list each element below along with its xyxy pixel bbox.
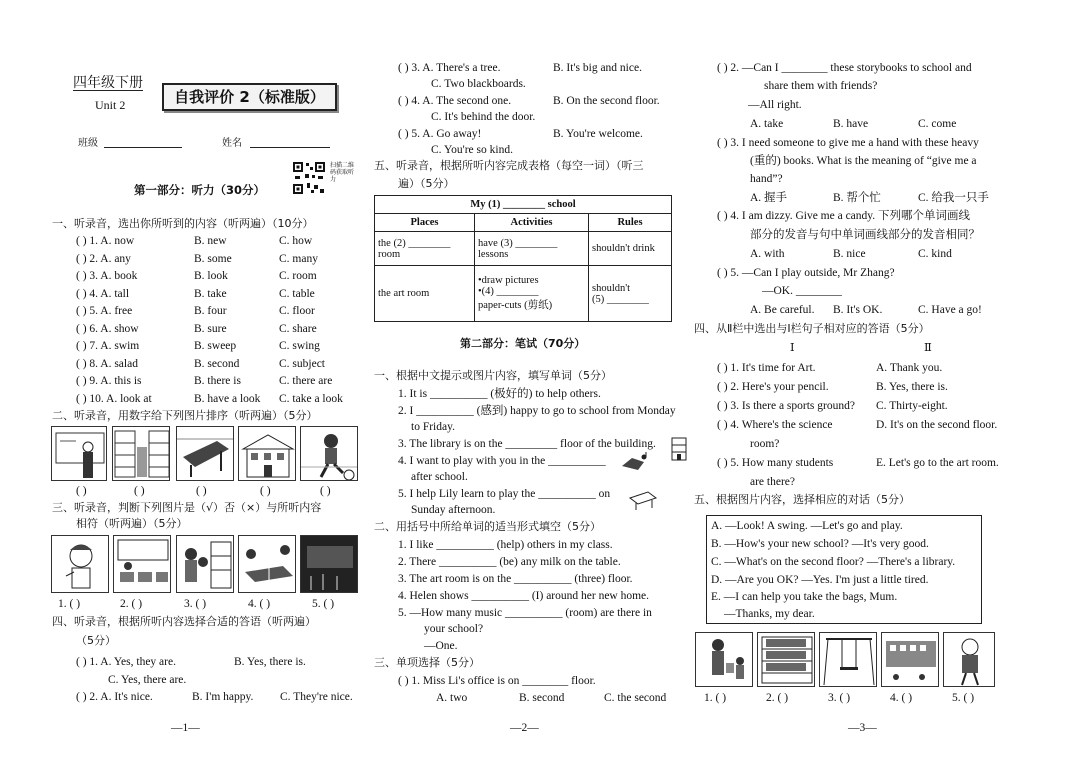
table-cell[interactable]: have (3) ________ lessons bbox=[475, 232, 589, 266]
match-row-1-a: A. Thank you. bbox=[876, 362, 943, 374]
listen-choice-7-a[interactable]: ( ) 7. A. swim bbox=[76, 340, 140, 352]
match-row-3-q: ( ) 3. Is there a sports ground? bbox=[717, 400, 855, 412]
table-header-activities: Activities bbox=[475, 214, 589, 232]
p2-s3-q3-cont: (重的) books. What is the meaning of “give me a bbox=[750, 155, 977, 167]
p1-s4-q4-b: B. On the second floor. bbox=[553, 95, 660, 107]
picture-swing bbox=[819, 632, 877, 687]
p2-s3-q3: ( ) 3. I need someone to give me a hand with these heavy bbox=[717, 137, 979, 149]
listen-choice-6-c: C. share bbox=[279, 322, 317, 335]
dialog-a: A. —Look! A swing. —Let's go and play. bbox=[711, 520, 903, 532]
listen-choice-10-a[interactable]: ( ) 10. A. look at bbox=[76, 392, 152, 405]
p1-s4-q1-c: C. Yes, there are. bbox=[108, 674, 187, 686]
listen-choice-7-c: C. swing bbox=[279, 340, 320, 352]
p2-s3-q5-c: C. Have a go! bbox=[918, 304, 982, 316]
picture-piano-room bbox=[176, 426, 234, 481]
picture-children-bookshelf bbox=[176, 535, 234, 593]
part2-title: 第二部分：笔试（70分） bbox=[460, 337, 586, 350]
page-number-1: —1— bbox=[171, 722, 200, 734]
p1-s4-q1: ( ) 1. A. Yes, they are. bbox=[76, 656, 176, 668]
match-row-5-q: room? bbox=[750, 438, 780, 450]
dialog-d: D. —Are you OK? —Yes. I'm just a little tired. bbox=[711, 574, 929, 586]
p1-s2-title: 二、听录音，用数字给下列图片排序（听两遍）（5分） bbox=[52, 409, 318, 422]
p2-s2-q4: 4. Helen shows __________ (I) around her new home. bbox=[398, 590, 650, 602]
p1-s4-q5-b: B. You're welcome. bbox=[553, 128, 643, 140]
listen-choice-3-a[interactable]: ( ) 3. A. book bbox=[76, 270, 138, 282]
activity-line: paper-cuts (剪纸) bbox=[478, 300, 553, 311]
p2-s1-q2: 2. I __________ (感到) happy to go to school from Monday bbox=[398, 405, 676, 417]
listen-choice-9-a[interactable]: ( ) 9. A. this is bbox=[76, 375, 142, 387]
dialog-blank-4[interactable]: 4. ( ) bbox=[890, 692, 913, 704]
dialog-blank-5[interactable]: 5. ( ) bbox=[952, 692, 975, 704]
p1-s1-title: 一、听录音，选出你所听到的内容（听两遍）（10分） bbox=[52, 217, 314, 230]
order-blank-4[interactable]: ( ) bbox=[260, 485, 271, 497]
listen-choice-1-a[interactable]: ( ) 1. A. now bbox=[76, 235, 135, 247]
listen-choice-7-b: B. sweep bbox=[194, 340, 237, 352]
part1-title: 第一部分：听力（30分） bbox=[134, 183, 266, 197]
p2-s1-q5: 5. I help Lily learn to play the __________ on bbox=[398, 488, 611, 500]
p2-s3-q4-a: A. with bbox=[750, 248, 785, 260]
p2-s3-q4: ( ) 4. I am dizzy. Give me a candy. 下列哪个单词画线 bbox=[717, 210, 971, 222]
rule-line: shouldn't bbox=[592, 282, 631, 294]
match-row-2-a: B. Yes, there is. bbox=[876, 381, 948, 393]
picture-library bbox=[112, 426, 170, 481]
listen-choice-9-c: C. there are bbox=[279, 375, 333, 387]
p2-s2-q3: 3. The art room is on the __________ (three) floor. bbox=[398, 573, 633, 585]
p2-s3-q5-a: A. Be careful. bbox=[750, 304, 815, 316]
p1-s3-title: 三、听录音，判断下列图片是（√）否（×）与所听内容 bbox=[52, 501, 322, 514]
p2-s1-q4: 4. I want to play with you in the __________ bbox=[398, 455, 606, 467]
match-row-1-q: ( ) 1. It's time for Art. bbox=[717, 362, 816, 374]
p1-s4-q2-c: C. They're nice. bbox=[280, 691, 353, 703]
picture-ping-pong bbox=[238, 535, 296, 593]
order-blank-5[interactable]: ( ) bbox=[320, 485, 331, 497]
p2-s3-q2-reply: —All right. bbox=[748, 99, 802, 111]
activity-line: •draw pictures bbox=[478, 275, 539, 286]
page-number-3: —3— bbox=[848, 722, 877, 734]
match-row-4-a: D. It's on the second floor. bbox=[876, 419, 998, 431]
p2-s3-q2-c: C. come bbox=[918, 118, 957, 130]
class-blank[interactable] bbox=[104, 147, 182, 148]
match-row-6-a: E. Let's go to the art room. bbox=[876, 457, 999, 469]
picture-teacher bbox=[51, 426, 107, 481]
p2-s2-q5-ans: —One. bbox=[424, 640, 458, 652]
dialog-box bbox=[706, 515, 982, 624]
dialog-blank-2[interactable]: 2. ( ) bbox=[766, 692, 789, 704]
dialog-c: C. —What's on the second floor? —There's a library. bbox=[711, 556, 956, 568]
p1-s4-title: 四、听录音，根据所听内容选择合适的答语（听两遍） bbox=[52, 615, 316, 628]
p2-s3-q5-cont: —OK. ________ bbox=[762, 285, 842, 297]
name-blank[interactable] bbox=[250, 147, 330, 148]
rule-line: (5) ________ bbox=[592, 293, 649, 305]
listen-choice-8-a[interactable]: ( ) 8. A. salad bbox=[76, 357, 138, 370]
p1-s4-q2: ( ) 2. A. It's nice. bbox=[76, 691, 153, 703]
order-blank-3[interactable]: ( ) bbox=[196, 485, 207, 497]
dialog-blank-1[interactable]: 1. ( ) bbox=[704, 692, 727, 704]
p1-s4-q3-c: C. Two blackboards. bbox=[431, 78, 526, 90]
judge-blank-4[interactable]: 4. ( ) bbox=[248, 598, 271, 610]
table-caption: My (1) ________ school bbox=[375, 196, 672, 214]
p2-s3-q1-a: A. two bbox=[436, 692, 468, 704]
picture-school-campus bbox=[881, 632, 939, 687]
dialog-blank-3[interactable]: 3. ( ) bbox=[828, 692, 851, 704]
p1-s5-title: 五、听录音，根据所听内容完成表格（每空一词）（听三 bbox=[374, 159, 644, 172]
listen-choice-1-b: B. new bbox=[194, 235, 227, 247]
picture-sick-girl bbox=[51, 535, 109, 593]
listen-choice-4-c: C. table bbox=[279, 287, 315, 300]
match-row-7-q: are there? bbox=[750, 476, 796, 488]
p2-s3-q4-c: C. kind bbox=[918, 248, 952, 260]
p1-s4-q5: ( ) 5. A. Go away! bbox=[398, 128, 482, 140]
qr-code-icon bbox=[292, 161, 326, 195]
activity-line: •(4) ________ bbox=[478, 286, 539, 297]
p2-s2-q5-cont: your school? bbox=[424, 623, 484, 635]
p2-s2-title: 二、用括号中所给单词的适当形式填空（5分） bbox=[374, 520, 601, 533]
p2-s3-q5-b: B. It's OK. bbox=[833, 304, 883, 316]
p2-s3-q1: ( ) 1. Miss Li's office is on ________ floor. bbox=[398, 675, 596, 687]
p2-s2-q2: 2. There __________ (be) any milk on the table. bbox=[398, 556, 621, 568]
class-label: 班级 bbox=[78, 138, 98, 149]
p1-s3-title-2: 相符（听两遍）（5分） bbox=[76, 517, 188, 530]
judge-blank-5[interactable]: 5. ( ) bbox=[312, 598, 335, 610]
table-cell[interactable]: the (2) ________ room bbox=[375, 232, 475, 266]
p2-s3-q2-a: A. take bbox=[750, 118, 784, 130]
table-header-rules: Rules bbox=[589, 214, 672, 232]
listen-choice-3-c: C. room bbox=[279, 270, 317, 282]
p2-s1-q1: 1. It is __________ (极好的) to help others. bbox=[398, 388, 601, 400]
judge-blank-1[interactable]: 1. ( ) bbox=[58, 598, 81, 610]
picture-boy-soccer bbox=[300, 426, 358, 481]
listen-choice-2-b: B. some bbox=[194, 252, 232, 265]
name-label: 姓名 bbox=[222, 138, 242, 149]
listen-choice-9-b: B. there is bbox=[194, 375, 241, 387]
page-number-2: —2— bbox=[510, 722, 539, 734]
p2-s1-q3: 3. The library is on the _________ floor of the building. bbox=[398, 438, 656, 450]
dialog-b: B. —How's your new school? —It's very good. bbox=[711, 538, 929, 550]
p2-s3-q1-b: B. second bbox=[519, 692, 565, 704]
p2-s3-title: 三、单项选择（5分） bbox=[374, 656, 480, 669]
match-row-2-q: ( ) 2. Here's your pencil. bbox=[717, 381, 829, 393]
table-cell: the art room bbox=[375, 266, 475, 322]
listen-choice-6-a[interactable]: ( ) 6. A. show bbox=[76, 322, 139, 335]
match-row-3-a: C. Thirty-eight. bbox=[876, 400, 948, 412]
listen-choice-4-b: B. take bbox=[194, 287, 227, 300]
judge-blank-2[interactable]: 2. ( ) bbox=[120, 598, 143, 610]
p2-s1-q4-cont: after school. bbox=[411, 471, 468, 483]
table-cell: shouldn't drink bbox=[589, 232, 672, 266]
p1-s4-q5-c: C. You're so kind. bbox=[431, 144, 513, 156]
listen-choice-2-a[interactable]: ( ) 2. A. any bbox=[76, 252, 131, 265]
dialog-e-reply: —Thanks, my dear. bbox=[724, 608, 815, 620]
p1-s4-q3: ( ) 3. A. There's a tree. bbox=[398, 62, 501, 74]
p2-s3-q5: ( ) 5. —Can I play outside, Mr Zhang? bbox=[717, 267, 895, 279]
listen-choice-10-c: C. take a look bbox=[279, 392, 343, 405]
dialog-e: E. —I can help you take the bags, Mum. bbox=[711, 591, 898, 603]
p2-s3-q2-b: B. have bbox=[833, 118, 869, 130]
grade-label: 四年级下册 bbox=[73, 75, 143, 91]
p1-s5-title-2: 遍）（5分） bbox=[398, 177, 455, 190]
p2-s3-q4-cont: 部分的发音与句中单词画线部分的发音相同？ bbox=[750, 229, 980, 241]
p2-s2-q1: 1. I like __________ (help) others in my class. bbox=[398, 539, 613, 551]
match-row-4-q: ( ) 4. Where's the science bbox=[717, 419, 833, 431]
p2-s3-q4-b: B. nice bbox=[833, 248, 866, 260]
listen-choice-4-a[interactable]: ( ) 4. A. tall bbox=[76, 287, 130, 300]
table-header-places: Places bbox=[375, 214, 475, 232]
unit-label: Unit 2 bbox=[95, 98, 126, 112]
picture-playground-dark bbox=[300, 535, 358, 593]
p1-s4-title-2: （5分） bbox=[76, 634, 116, 647]
p2-s4-title: 四、从Ⅱ栏中选出与Ⅰ栏句子相对应的答语（5分） bbox=[694, 322, 930, 335]
listen-choice-1-c: C. how bbox=[279, 235, 313, 247]
listen-choice-5-a[interactable]: ( ) 5. A. free bbox=[76, 305, 133, 317]
p2-s3-q3-b: B. 帮个忙 bbox=[833, 192, 881, 204]
p2-s3-q2: ( ) 2. —Can I ________ these storybooks to school and bbox=[717, 62, 972, 74]
p2-s2-q5: 5. —How many music __________ (room) are there in bbox=[398, 607, 652, 619]
order-blank-2[interactable]: ( ) bbox=[134, 485, 145, 497]
p2-s3-q3-c: C. 给我一只手 bbox=[918, 192, 989, 204]
listen-choice-6-b: B. sure bbox=[194, 322, 227, 335]
picture-library-shelves bbox=[757, 632, 815, 687]
listen-choice-5-b: B. four bbox=[194, 305, 227, 317]
col1-header: Ⅰ bbox=[790, 342, 795, 354]
listen-choice-8-b: B. second bbox=[194, 357, 240, 370]
building-icon bbox=[670, 434, 688, 462]
table-cell-activities[interactable] bbox=[475, 266, 589, 322]
music-room-icon bbox=[618, 452, 650, 474]
school-table bbox=[374, 195, 672, 322]
order-blank-1[interactable]: ( ) bbox=[76, 485, 87, 497]
listen-choice-2-c: C. many bbox=[279, 252, 318, 265]
listen-choice-8-c: C. subject bbox=[279, 357, 325, 370]
p2-s1-title: 一、根据中文提示或图片内容，填写单词（5分） bbox=[374, 369, 612, 382]
match-row-6-q: ( ) 5. How many students bbox=[717, 457, 834, 469]
p1-s4-q3-b: B. It's big and nice. bbox=[553, 62, 642, 74]
p2-s3-q3-a: A. 握手 bbox=[750, 192, 788, 204]
picture-tired-boy bbox=[943, 632, 995, 687]
picture-school-building bbox=[238, 426, 296, 481]
p1-s4-q1-b: B. Yes, there is. bbox=[234, 656, 306, 668]
judge-blank-3[interactable]: 3. ( ) bbox=[184, 598, 207, 610]
listen-choice-10-b: B. have a look bbox=[194, 392, 261, 405]
p1-s4-q4: ( ) 4. A. The second one. bbox=[398, 95, 512, 107]
qr-note: 扫描二维码获取听力 bbox=[330, 162, 355, 183]
test-title: 自我评价 2（标准版） bbox=[162, 83, 337, 111]
p2-s1-q2-cont: to Friday. bbox=[411, 421, 455, 433]
p1-s4-q4-c: C. It's behind the door. bbox=[431, 111, 536, 123]
p2-s3-q2-cont: share them with friends? bbox=[764, 80, 878, 92]
p2-s3-q1-c: C. the second bbox=[604, 692, 667, 704]
p2-s1-q5-cont: Sunday afternoon. bbox=[411, 504, 496, 516]
col2-header: Ⅱ bbox=[924, 342, 932, 354]
listen-choice-3-b: B. look bbox=[194, 270, 228, 282]
picture-classroom bbox=[113, 535, 171, 593]
piano-icon bbox=[628, 488, 658, 512]
picture-mum-bags bbox=[695, 632, 753, 687]
table-cell-rules[interactable] bbox=[589, 266, 672, 322]
p2-s3-q3-cont2: hand”? bbox=[750, 173, 783, 185]
p2-s5-title: 五、根据图片内容，选择相应的对话（5分） bbox=[694, 493, 910, 506]
p1-s4-q2-b: B. I'm happy. bbox=[192, 691, 254, 703]
listen-choice-5-c: C. floor bbox=[279, 305, 315, 317]
